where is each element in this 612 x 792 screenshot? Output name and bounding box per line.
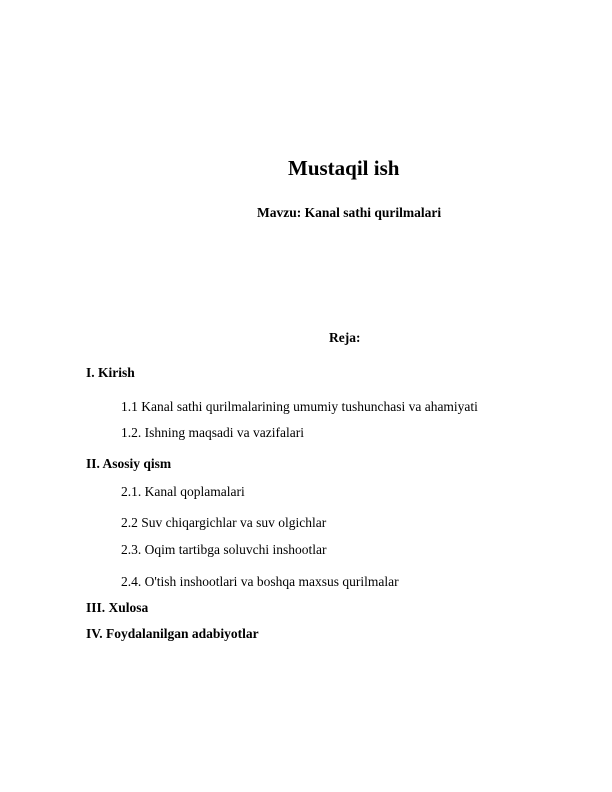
section-heading-conclusion: III. Xulosa	[86, 600, 149, 615]
section-heading-intro: I. Kirish	[86, 365, 135, 380]
outline-item: 1.2. Ishning maqsadi va vazifalari	[121, 425, 304, 440]
outline-item: 1.1 Kanal sathi qurilmalarining umumiy tushunchasi va ahamiyati	[121, 399, 478, 414]
section-heading-main: II. Asosiy qism	[86, 456, 172, 471]
outline-item: 2.4. O'tish inshootlari va boshqa maxsus qurilmalar	[121, 574, 399, 589]
outline-item: 2.2 Suv chiqargichlar va suv olgichlar	[121, 515, 327, 530]
outline-item: 2.1. Kanal qoplamalari	[121, 484, 245, 499]
document-title: Mustaqil ish	[288, 156, 400, 180]
plan-heading: Reja:	[329, 330, 361, 345]
outline-item: 2.3. Oqim tartibga soluvchi inshootlar	[121, 542, 327, 557]
document-subtitle: Mavzu: Kanal sathi qurilmalari	[257, 205, 442, 220]
section-heading-references: IV. Foydalanilgan adabiyotlar	[86, 626, 259, 641]
